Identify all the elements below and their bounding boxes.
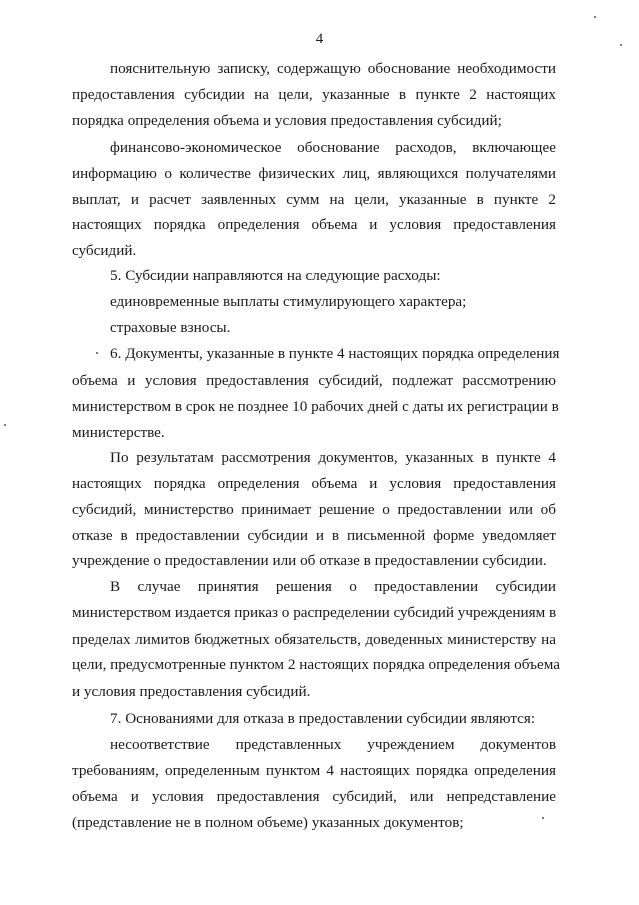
text-line: страховые взносы. (110, 319, 231, 336)
text-line: субсидий, министерство принимает решение о предоставлении или об (72, 501, 556, 518)
text-line: министерстве. (72, 424, 165, 441)
text-line: настоящих порядка определения объема и условия предоставления (72, 475, 556, 492)
text-line: (представление не в полном объеме) указанных документов; (72, 814, 464, 831)
scan-speck (542, 817, 544, 819)
text-line: В случае принятия решения о предоставлении субсидии (110, 578, 556, 595)
text-line: По результатам рассмотрения документов, указанных в пункте 4 (110, 449, 556, 466)
text-line: несоответствие представленных учреждением документов (110, 736, 556, 753)
text-line: порядка определения объема и условия предоставления субсидий; (72, 112, 502, 129)
text-line: настоящих порядка определения объема и условия предоставления (72, 216, 556, 233)
text-line: отказе в предоставлении субсидии и в письменной форме уведомляет (72, 527, 556, 544)
text-line: учреждение о предоставлении или об отказе в предоставлении субсидии. (72, 552, 547, 569)
text-line: 5. Субсидии направляются на следующие расходы: (110, 267, 441, 284)
text-line: объема и условия предоставления субсидий, или непредставление (72, 788, 556, 805)
scan-speck (594, 16, 596, 18)
text-line: и условия предоставления субсидий. (72, 683, 311, 700)
text-line: выплат, и расчет заявленных сумм на цели, указанные в пункте 2 (72, 191, 556, 208)
text-line: финансово-экономическое обоснование расходов, включающее (110, 139, 556, 156)
text-line: объема и условия предоставления субсидий, подлежат рассмотрению (72, 372, 556, 389)
text-line: субсидий. (72, 242, 137, 259)
text-line: 7. Основаниями для отказа в предоставлении субсидии являются: (110, 710, 536, 727)
scan-speck (4, 424, 6, 426)
scan-speck (96, 352, 98, 354)
scan-speck (620, 44, 622, 46)
text-line: пояснительную записку, содержащую обоснование необходимости (110, 60, 556, 77)
text-line: 6. Документы, указанные в пункте 4 настоящих порядка определения (110, 345, 560, 362)
text-line: цели, предусмотренные пунктом 2 настоящих порядка определения объема (72, 656, 560, 673)
page-number: 4 (315, 31, 324, 47)
text-line: пределах лимитов бюджетных обязательств, доведенных министерству на (72, 631, 556, 648)
text-line: предоставления субсидии на цели, указанные в пункте 2 настоящих (72, 86, 556, 103)
text-line: информацию о количестве физических лиц, являющихся получателями (72, 165, 556, 182)
text-line: министерством издается приказ о распределении субсидий учреждениям в (72, 604, 557, 621)
text-line: министерством в срок не позднее 10 рабочих дней с даты их регистрации в (72, 398, 559, 415)
text-line: требованиям, определенным пунктом 4 настоящих порядка определения (72, 762, 556, 779)
text-line: единовременные выплаты стимулирующего характера; (110, 293, 467, 310)
